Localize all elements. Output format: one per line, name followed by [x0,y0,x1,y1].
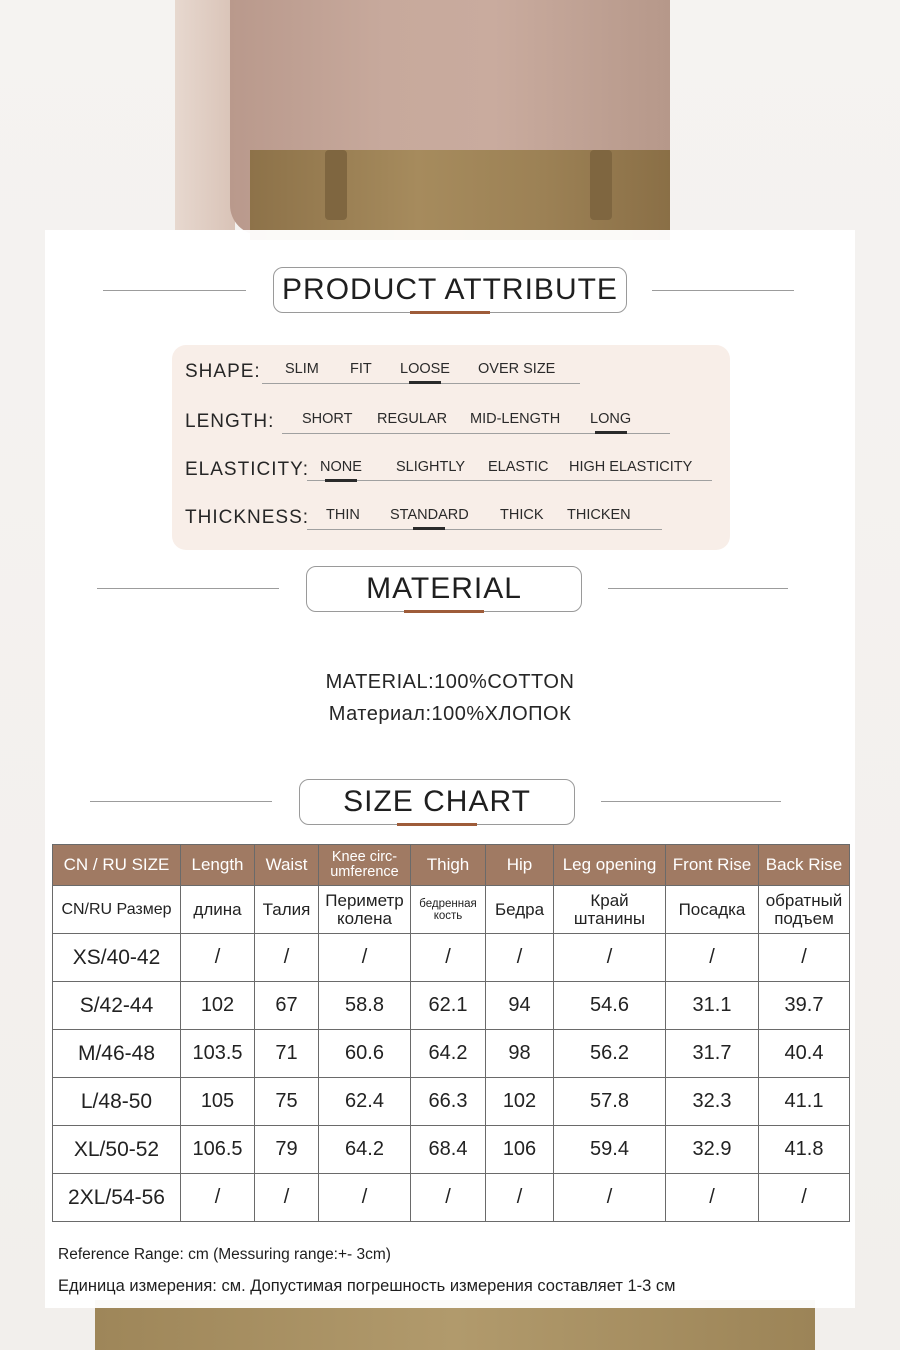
table-cell: 103.5 [181,1030,255,1078]
attr-option: OVER SIZE [478,361,556,377]
table-header: Thigh [411,845,486,886]
table-cell: 58.8 [319,982,411,1030]
attr-option: MID-LENGTH [470,411,561,427]
table-header-ru: Край штанины [554,886,666,934]
attr-label: ELASTICITY: [185,459,309,480]
table-cell: 67 [255,982,319,1030]
table-header-ru: Бедра [486,886,554,934]
table-row [53,1174,850,1222]
attr-option: THIN [326,507,360,523]
model-arm [175,0,235,230]
attr-row-length [172,408,730,448]
heading-rule-left [103,290,246,291]
table-cell: 66.3 [411,1078,486,1126]
table-cell: / [666,1174,759,1222]
attr-option-selected: NONE [320,459,362,475]
size-chart-heading [299,779,575,825]
size-cell: XL/50-52 [53,1126,181,1174]
table-cell: / [486,934,554,982]
table-cell: 105 [181,1078,255,1126]
table-header-ru: бедренная кость [411,886,486,934]
attr-option: SHORT [302,411,353,427]
heading-rule-left [90,801,272,802]
table-cell: 32.9 [666,1126,759,1174]
table-header-row-ru [53,886,850,934]
attr-option-selected: LOOSE [400,361,450,377]
attributes-heading-text: PRODUCT ATTRIBUTE [282,273,618,306]
table-cell: 39.7 [759,982,850,1030]
size-table [52,844,850,1222]
heading-accent-bar [404,610,484,613]
attr-row-elasticity [172,456,730,496]
table-cell: 31.7 [666,1030,759,1078]
heading-rule-left [97,588,279,589]
reference-note-en: Reference Range: cm (Messuring range:+- 3cm) [58,1246,391,1263]
table-cell: 71 [255,1030,319,1078]
table-row [53,1030,850,1078]
attr-option: THICKEN [567,507,631,523]
table-cell: / [411,1174,486,1222]
table-header: Knee circ-umference [319,845,411,886]
size-cell: XS/40-42 [53,934,181,982]
table-cell: 68.4 [411,1126,486,1174]
table-cell: / [181,1174,255,1222]
attr-option: ELASTIC [488,459,549,475]
table-cell: 94 [486,982,554,1030]
attributes-box [172,345,730,550]
table-header: Front Rise [666,845,759,886]
attr-option: THICK [500,507,544,523]
table-cell: / [181,934,255,982]
size-cell: M/46-48 [53,1030,181,1078]
table-cell: 64.2 [319,1126,411,1174]
material-ru: Материал:100%ХЛОПОК [328,703,572,725]
table-cell: 54.6 [554,982,666,1030]
heading-accent-bar [410,311,490,314]
table-header: Leg opening [554,845,666,886]
attr-option: REGULAR [377,411,448,427]
table-cell: 32.3 [666,1078,759,1126]
table-row [53,1078,850,1126]
attr-option: SLIGHTLY [396,459,466,475]
size-chart-heading-text: SIZE CHART [343,785,531,818]
attributes-heading [273,267,627,313]
table-header: Back Rise [759,845,850,886]
attr-line [307,529,662,530]
table-header-row [53,845,850,886]
table-cell: / [759,934,850,982]
table-cell: / [255,1174,319,1222]
attr-option: FIT [350,361,372,377]
size-cell: 2XL/54-56 [53,1174,181,1222]
attr-option: SLIM [285,361,319,377]
table-header: Hip [486,845,554,886]
table-cell: 57.8 [554,1078,666,1126]
attr-option-selected: STANDARD [390,507,469,523]
attr-label: THICKNESS: [185,507,310,528]
table-cell: 102 [181,982,255,1030]
table-header-ru: обратный подъем [759,886,850,934]
table-cell: 75 [255,1078,319,1126]
attr-option: HIGH ELASTICITY [569,459,693,475]
table-cell: 79 [255,1126,319,1174]
table-header-ru: Посадка [666,886,759,934]
size-cell: S/42-44 [53,982,181,1030]
table-cell: 64.2 [411,1030,486,1078]
attr-label: LENGTH: [185,411,275,432]
reference-note-ru: Единица измерения: см. Допустимая погрешность измерения составляет 1-3 см [58,1277,676,1295]
attr-row-thickness [172,505,730,545]
material-en: MATERIAL:100%COTTON [325,671,575,693]
table-header-ru: длина [181,886,255,934]
table-header-ru: Талия [255,886,319,934]
heading-rule-right [608,588,788,589]
attr-line [307,480,712,481]
table-header: CN / RU SIZE [53,845,181,886]
table-cell: 41.8 [759,1126,850,1174]
material-heading [306,566,582,612]
table-cell: 102 [486,1078,554,1126]
table-cell: 62.4 [319,1078,411,1126]
table-cell: / [411,934,486,982]
table-cell: 60.6 [319,1030,411,1078]
belt-loop [325,150,347,220]
belt-loop [590,150,612,220]
attr-option-selected: LONG [590,411,632,427]
size-cell: L/48-50 [53,1078,181,1126]
table-cell: 31.1 [666,982,759,1030]
table-cell: 59.4 [554,1126,666,1174]
table-cell: / [486,1174,554,1222]
table-row [53,1126,850,1174]
material-heading-text: MATERIAL [366,572,522,605]
table-header: Length [181,845,255,886]
attr-label: SHAPE: [185,361,261,382]
table-cell: / [759,1174,850,1222]
table-cell: 106.5 [181,1126,255,1174]
table-header: Waist [255,845,319,886]
table-cell: 62.1 [411,982,486,1030]
table-header-ru: Периметр колена [319,886,411,934]
table-cell: 106 [486,1126,554,1174]
table-cell: 98 [486,1030,554,1078]
table-cell: 41.1 [759,1078,850,1126]
table-cell: / [319,934,411,982]
heading-rule-right [601,801,781,802]
table-row [53,982,850,1030]
table-cell: / [554,934,666,982]
table-row [53,934,850,982]
table-cell: / [554,1174,666,1222]
table-header-ru: CN/RU Размер [53,886,181,934]
table-cell: 40.4 [759,1030,850,1078]
table-cell: / [666,934,759,982]
heading-accent-bar [397,823,477,826]
table-cell: 56.2 [554,1030,666,1078]
attr-row-shape [172,359,730,399]
heading-rule-right [652,290,794,291]
table-cell: / [319,1174,411,1222]
table-cell: / [255,934,319,982]
